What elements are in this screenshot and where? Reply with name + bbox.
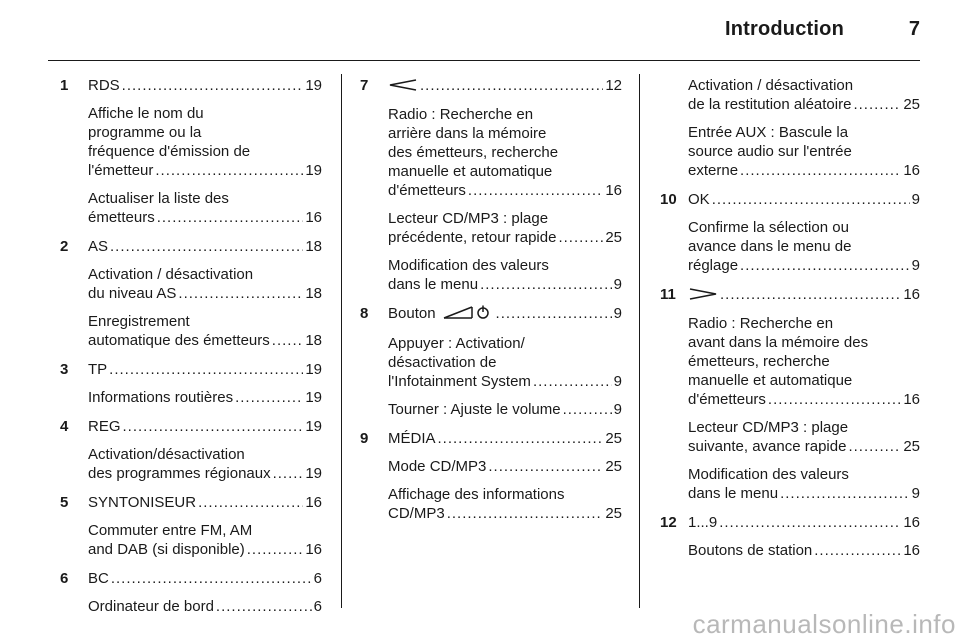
page-reference: 9 <box>911 257 920 274</box>
index-line <box>688 541 920 560</box>
column-divider <box>639 74 640 608</box>
page-reference: 25 <box>605 429 622 447</box>
index-line <box>388 372 622 391</box>
entry-text <box>388 304 494 325</box>
entry-text: TP <box>88 361 108 378</box>
index-line <box>88 76 322 95</box>
entry-number: 9 <box>360 429 369 447</box>
column-3 <box>660 76 920 560</box>
index-subentry <box>688 314 920 409</box>
entry-text: du niveau AS <box>88 285 177 302</box>
index-subentry <box>688 418 920 456</box>
entry-label: Bouton <box>388 305 436 322</box>
entry-text: automatique des émetteurs <box>88 332 270 349</box>
entry-text: émetteurs, recherche <box>688 352 830 370</box>
index-line <box>88 464 322 483</box>
entry-text <box>388 76 418 96</box>
entry-text: avant dans la mémoire des <box>688 333 869 351</box>
index-subentry <box>88 189 322 227</box>
entry-text: manuelle et automatique <box>388 162 553 180</box>
entry-text: RDS <box>88 77 120 94</box>
index-subentry <box>388 334 622 391</box>
dot-leader <box>740 256 910 275</box>
entry-text: dans le menu <box>388 275 479 293</box>
dot-leader <box>111 569 312 588</box>
entry-text: Modification des valeurs <box>388 256 549 274</box>
entry-text: suivante, avance rapide <box>688 437 847 455</box>
page-header <box>0 0 960 60</box>
index-line <box>688 256 920 275</box>
page-reference: 19 <box>305 77 322 94</box>
page-title: Introduction <box>724 18 844 40</box>
entry-number: 4 <box>60 418 69 435</box>
index-subentry <box>688 541 920 560</box>
entry-text <box>688 285 718 305</box>
index-line <box>688 390 920 409</box>
page-reference: 19 <box>305 162 322 179</box>
page-reference: 9 <box>911 191 920 208</box>
entry-text: MÉDIA <box>388 429 436 447</box>
dot-leader <box>563 400 612 419</box>
index-line <box>88 331 322 350</box>
index-line <box>88 360 322 379</box>
dot-leader <box>273 464 304 483</box>
entry-text: manuelle et automatique <box>688 371 853 389</box>
page-reference: 16 <box>305 494 322 511</box>
index-subentry <box>388 105 622 200</box>
page-reference: 25 <box>903 437 920 455</box>
dot-leader <box>712 190 910 209</box>
dot-leader <box>178 284 303 303</box>
index-line <box>88 597 322 616</box>
index-entry <box>60 76 322 95</box>
page-reference: 16 <box>903 390 920 408</box>
index-line <box>88 388 322 407</box>
entry-text: Radio : Recherche en <box>688 314 834 332</box>
dot-leader <box>780 484 910 503</box>
entry-text: Actualiser la liste des <box>88 190 229 207</box>
entry-text: OK <box>688 191 710 208</box>
dot-leader <box>122 76 304 95</box>
index-line <box>688 285 920 305</box>
page-reference: 16 <box>903 286 920 303</box>
entry-text: Confirme la sélection ou <box>688 219 849 236</box>
index-subentry <box>688 465 920 503</box>
index-subentry <box>88 388 322 407</box>
index-entry <box>360 429 622 448</box>
entry-text: réglage <box>688 257 739 274</box>
entry-text: SYNTONISEUR <box>88 494 197 511</box>
dot-leader <box>480 275 612 294</box>
entry-number: 10 <box>660 191 677 208</box>
page-reference: 16 <box>903 162 920 179</box>
index-entry <box>60 569 322 588</box>
dot-leader <box>720 285 901 304</box>
index-entry <box>660 285 920 305</box>
entry-text: émetteurs <box>88 209 155 226</box>
index-subentry <box>88 445 322 483</box>
entry-text: Modification des valeurs <box>688 465 849 483</box>
header-rule <box>48 60 920 61</box>
index-subentry <box>88 265 322 303</box>
page-reference: 19 <box>305 465 322 482</box>
entry-number: 7 <box>360 77 369 94</box>
entry-text: des émetteurs, recherche <box>388 143 559 161</box>
dot-leader <box>848 437 901 456</box>
entry-text: Ordinateur de bord <box>88 598 214 615</box>
entry-text: AS <box>88 238 109 255</box>
index-subentry <box>388 209 622 247</box>
index-line <box>388 275 622 294</box>
entry-text: REG <box>88 418 121 435</box>
dot-leader <box>447 504 604 523</box>
index-subentry <box>88 104 322 180</box>
entry-number: 1 <box>60 77 69 94</box>
index-line <box>388 504 622 523</box>
entry-text: and DAB (si disponible) <box>88 541 245 558</box>
seek-back-icon <box>388 77 418 96</box>
index-line <box>688 484 920 503</box>
page-reference: 25 <box>605 504 622 522</box>
index-subentry <box>88 312 322 350</box>
index-entry <box>60 493 322 512</box>
column-1 <box>60 76 322 616</box>
entry-text: avance dans le menu de <box>688 238 852 255</box>
entry-text: Commuter entre FM, AM <box>88 522 253 539</box>
index-line <box>388 429 622 448</box>
dot-leader <box>157 208 304 227</box>
entry-number: 8 <box>360 304 369 322</box>
dot-leader <box>272 331 304 350</box>
dot-leader <box>438 429 604 448</box>
page-reference: 9 <box>911 484 920 502</box>
index-entry <box>360 304 622 325</box>
entry-text: désactivation de <box>388 353 497 371</box>
page-reference: 16 <box>305 541 322 558</box>
entry-text: Mode CD/MP3 <box>388 457 487 475</box>
index-subentry <box>688 218 920 275</box>
dot-leader <box>110 237 303 256</box>
entry-text: externe <box>688 162 739 179</box>
page-reference: 16 <box>903 541 920 559</box>
index-subentry <box>688 123 920 180</box>
page-reference: 18 <box>305 332 322 349</box>
page-reference: 19 <box>305 361 322 378</box>
index-entry <box>660 513 920 532</box>
page-reference: 12 <box>605 77 622 94</box>
index-line <box>388 181 622 200</box>
index-line <box>388 400 622 419</box>
index-line <box>88 284 322 303</box>
dot-leader <box>814 541 901 560</box>
index-line <box>88 417 322 436</box>
entry-text: Affiche le nom du <box>88 105 204 122</box>
entry-text: Appuyer : Activation/ <box>388 334 525 352</box>
page-reference: 19 <box>305 418 322 435</box>
dot-leader <box>558 228 603 247</box>
dot-leader <box>740 161 901 180</box>
entry-text: d'émetteurs <box>388 181 466 199</box>
page-reference: 16 <box>903 513 920 531</box>
entry-text: précédente, retour rapide <box>388 228 557 246</box>
entry-text: 1...9 <box>688 513 718 531</box>
page-number: 7 <box>908 18 920 40</box>
entry-number: 2 <box>60 238 69 255</box>
index-line <box>688 161 920 180</box>
entry-text: BC <box>88 570 109 587</box>
entry-text: CD/MP3 <box>388 504 445 522</box>
index-subentry <box>88 521 322 559</box>
dot-leader <box>235 388 303 407</box>
page-reference: 6 <box>313 598 322 615</box>
dot-leader <box>420 76 603 95</box>
seek-forward-icon <box>688 286 718 305</box>
index-line <box>88 493 322 512</box>
entry-number: 3 <box>60 361 69 378</box>
index-subentry <box>88 597 322 616</box>
index-entry <box>60 237 322 256</box>
index-subentry <box>388 485 622 523</box>
dot-leader <box>468 181 603 200</box>
column-divider <box>341 74 342 608</box>
entry-text: Enregistrement <box>88 313 190 330</box>
page-reference: 9 <box>613 275 622 293</box>
dot-leader <box>198 493 303 512</box>
index-line <box>88 540 322 559</box>
page-reference: 18 <box>305 285 322 302</box>
dot-leader <box>216 597 312 616</box>
index-line <box>688 513 920 532</box>
page-reference: 16 <box>605 181 622 199</box>
entry-text: fréquence d'émission de <box>88 143 251 160</box>
entry-text: Boutons de station <box>688 541 813 559</box>
entry-number: 11 <box>660 286 676 303</box>
dot-leader <box>109 360 303 379</box>
dot-leader <box>533 372 612 391</box>
page-reference: 25 <box>903 96 920 113</box>
dot-leader <box>719 513 901 532</box>
dot-leader <box>853 95 901 114</box>
index-entry <box>60 360 322 379</box>
index-entry <box>60 417 322 436</box>
dot-leader <box>496 304 612 323</box>
index-line <box>388 76 622 96</box>
entry-text: source audio sur l'entrée <box>688 143 852 160</box>
index-line <box>388 228 622 247</box>
entry-text: de la restitution aléatoire <box>688 96 852 113</box>
dot-leader <box>123 417 304 436</box>
index-line <box>688 437 920 456</box>
index-entry <box>360 76 622 96</box>
page-reference: 19 <box>305 389 322 406</box>
index-subentry <box>388 256 622 294</box>
entry-text: d'émetteurs <box>688 390 766 408</box>
entry-text: Activation/désactivation <box>88 446 245 463</box>
entry-text: l'émetteur <box>88 162 154 179</box>
page-reference: 18 <box>305 238 322 255</box>
index-line <box>88 161 322 180</box>
entry-text: Lecteur CD/MP3 : plage <box>388 209 549 227</box>
entry-text: Tourner : Ajuste le volume <box>388 400 561 418</box>
index-line <box>688 95 920 114</box>
page-reference: 16 <box>305 209 322 226</box>
entry-number: 5 <box>60 494 69 511</box>
page-reference: 6 <box>313 570 322 587</box>
page-reference: 9 <box>613 400 622 418</box>
page-reference: 9 <box>613 305 622 322</box>
index-subentry <box>688 76 920 114</box>
index-line <box>88 237 322 256</box>
entry-text: arrière dans la mémoire <box>388 124 547 142</box>
entry-text: dans le menu <box>688 484 779 502</box>
entry-number: 6 <box>60 570 69 587</box>
entry-text: Entrée AUX : Bascule la <box>688 124 849 141</box>
entry-number: 12 <box>660 513 677 531</box>
index-line <box>388 457 622 476</box>
page-reference: 9 <box>613 372 622 390</box>
index-line <box>88 569 322 588</box>
index-line <box>388 304 622 325</box>
index-line <box>88 208 322 227</box>
entry-text: programme ou la <box>88 124 202 141</box>
entry-text: Affichage des informations <box>388 485 565 503</box>
volume-power-icon <box>442 304 494 325</box>
watermark: carmanualsonline.info <box>692 609 956 639</box>
entry-text: Lecteur CD/MP3 : plage <box>688 418 849 436</box>
index-subentry <box>388 457 622 476</box>
index-entry <box>660 190 920 209</box>
entry-text: Radio : Recherche en <box>388 105 534 123</box>
dot-leader <box>768 390 901 409</box>
dot-leader <box>247 540 304 559</box>
index-subentry <box>388 400 622 419</box>
page-reference: 25 <box>605 457 622 475</box>
column-2 <box>360 76 622 523</box>
entry-text: Activation / désactivation <box>688 77 854 94</box>
entry-text: des programmes régionaux <box>88 465 271 482</box>
page-reference: 25 <box>605 228 622 246</box>
index-line <box>688 190 920 209</box>
dot-leader <box>155 161 303 180</box>
entry-text: Informations routières <box>88 389 234 406</box>
entry-text: l'Infotainment System <box>388 372 531 390</box>
dot-leader <box>488 457 603 476</box>
entry-text: Activation / désactivation <box>88 266 254 283</box>
